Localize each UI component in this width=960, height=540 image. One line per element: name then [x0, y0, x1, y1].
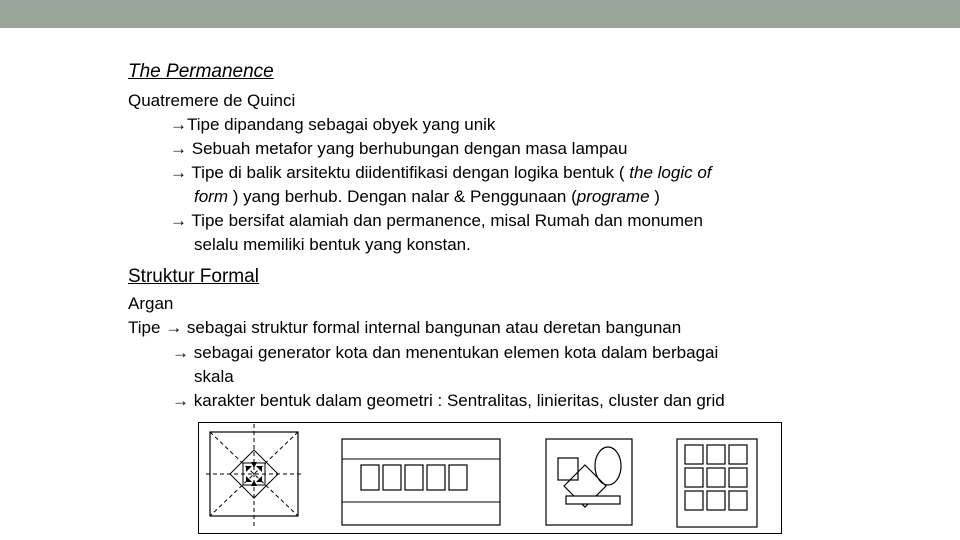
permanence-item-2: → Sebuah metafor yang berhubungan dengan masa lampau	[170, 139, 628, 158]
permanence-item-3: → Tipe di balik arsitektu diidentifikasi dengan logika bentuk ( the logic of	[170, 163, 712, 182]
struktur-item-1: Tipe → sebagai struktur formal internal bangunan atau deretan bangunan	[128, 318, 682, 337]
permanence-item-4-cont: selalu memiliki bentuk yang konstan.	[194, 235, 471, 254]
cluster-panel	[546, 439, 632, 525]
author-argan: Argan	[128, 294, 174, 313]
section-heading-struktur-formal: Struktur Formal	[128, 266, 259, 287]
permanence-item-4: → Tipe bersifat alamiah dan permanence, misal Rumah dan monumen	[170, 211, 703, 230]
geometry-diagram	[198, 422, 782, 534]
arrow-icon: →	[170, 211, 187, 230]
arrow-icon: →	[170, 139, 187, 158]
author-quatremere: Quatremere de Quinci	[128, 91, 296, 110]
grid-panel	[677, 439, 757, 527]
arrow-icon: →	[170, 163, 187, 182]
arrow-icon: →	[170, 115, 187, 134]
permanence-item-1: →Tipe dipandang sebagai obyek yang unik	[170, 115, 496, 134]
arrow-icon: →	[172, 391, 189, 410]
struktur-item-3: → karakter bentuk dalam geometri : Sentralitas, linieritas, cluster dan grid	[172, 391, 725, 410]
struktur-item-2: → sebagai generator kota dan menentukan elemen kota dalam berbagai	[172, 343, 719, 362]
centrality-panel	[206, 424, 302, 526]
permanence-item-3-cont: form ) yang berhub. Dengan nalar & Penggunaan (programe )	[194, 187, 660, 206]
arrow-icon: →	[172, 343, 189, 362]
struktur-item-2-cont: skala	[194, 367, 234, 386]
arrow-icon: →	[165, 318, 183, 337]
linearity-panel	[342, 439, 500, 525]
section-heading-permanence: The Permanence	[128, 61, 274, 82]
